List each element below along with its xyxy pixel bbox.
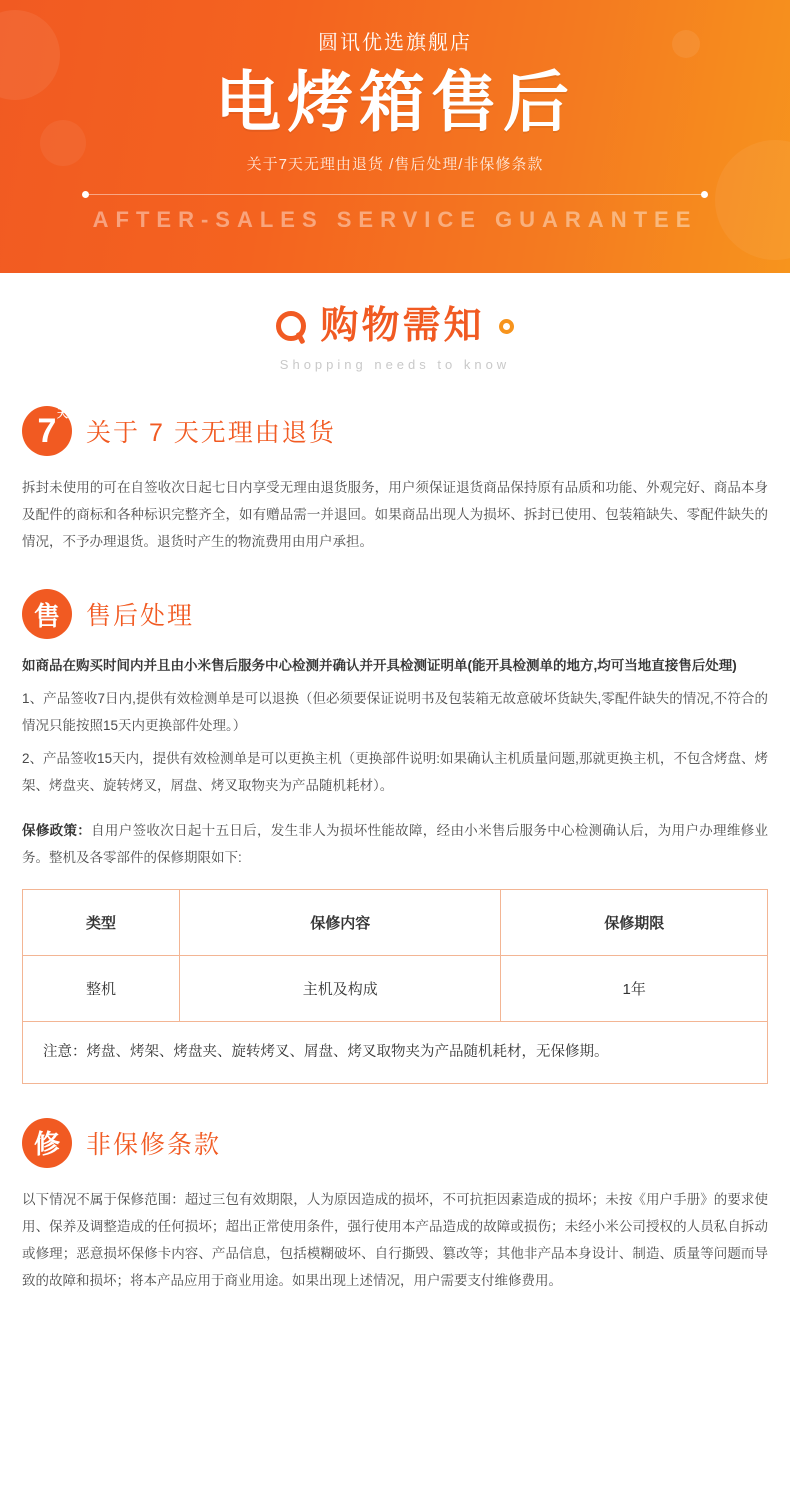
table-header-type: 类型 [23,890,180,956]
warranty-table [22,889,768,1022]
warranty-table-note: 注意：烤盘、烤架、烤盘夹、旋转烤叉、屑盘、烤叉取物夹为产品随机耗材，无保修期。 [22,1022,768,1084]
after-sales-line-3: 2、产品签收15天内，提供有效检测单是可以更换主机（更换部件说明:如果确认主机质量问题,那就更换主机，不包含烤盘、烤架、烤盘夹、旋转烤叉，屑盘、烤叉取物夹为产品随机耗材）。 [22,751,768,794]
table-cell-period: 1年 [501,956,768,1022]
circle-icon [499,319,514,334]
after-sales-line-1: 如商品在购买时间内并且由小米售后服务中心检测并确认并开具检测证明单(能开具检测单的地方,均可当地直接售后处理) [22,658,737,673]
shopping-needs-title-row [0,307,790,345]
warranty-table-head [23,890,768,956]
table-cell-content: 主机及构成 [180,956,501,1022]
table-header-row [23,890,768,956]
hero-banner [0,0,790,273]
table-header-period: 保修期限 [501,890,768,956]
section-title-seven-day-return: 关于 7 天无理由退货 [86,419,336,447]
table-cell-type: 整机 [23,956,180,1022]
shopping-needs-header [0,273,790,372]
shopping-needs-title: 购物需知 [320,305,485,347]
table-row [23,956,768,1022]
shopping-needs-english: Shopping needs to know [279,357,511,372]
page-title: 电烤箱售后 [215,65,575,139]
warranty-policy-paragraph [22,817,768,871]
section-title-non-warranty: 非保修条款 [86,1130,222,1159]
badge-after-sales: 售 [22,589,72,639]
shop-name: 圆讯优选旗舰店 [318,32,472,54]
section-body-non-warranty: 以下情况不属于保修范围：超过三包有效期限，人为原因造成的损坏，不可抗拒因素造成的损坏；未按《用户手册》的要求使用、保养及调整造成的任何损坏；超出正常使用条件，强行使用本产品造成的故障或损伤；未经小米公司授权的人员私自拆动或修理；恶意损坏保修卡内容、产品信息，包括模糊破坏、自行撕毁、篡改等；其他非产品本身设计、制造、质量等问题而导致的故障和损坏；将本产品应用于商业用途。如果出现上述情况，用户需要支付维修费用。 [22,1191,768,1288]
warranty-table-body [23,956,768,1022]
badge-non-warranty: 修 [22,1118,72,1168]
badge-number: 7 [37,411,57,450]
hero-english-title: AFTER-SALES SERVICE GUARANTEE [92,206,698,232]
section-head-non-warranty [22,1118,768,1168]
magnifier-icon [276,311,306,341]
section-title-after-sales: 售后处理 [86,602,195,630]
hero-divider [85,194,705,195]
badge-seven-day [22,406,72,456]
table-header-content: 保修内容 [180,890,501,956]
section-head-after-sales [22,589,768,639]
section-head-seven-day-return [22,406,768,456]
bottom-spacer [22,1294,768,1340]
hero-subtitle: 关于7天无理由退货 /售后处理/非保修条款 [246,155,544,173]
warranty-policy-label: 保修政策： [22,823,92,839]
warranty-policy-text: 自用户签收次日起十五日后，发生非人为损坏性能故障，经由小米售后服务中心检测确认后，为用户办理维修业务。整机及各零部件的保修期限如下: [22,823,769,866]
badge-superscript: 天 [57,408,68,420]
after-sales-line-2: 1、产品签收7日内,提供有效检测单是可以退换（但必须要保证说明书及包装箱无故意破坏货缺失,零配件缺失的情况,不符合的情况只能按照15天内更换部件处理。） [22,691,768,734]
content-body [0,406,790,1340]
section-body-seven-day-return: 拆封未使用的可在自签收次日起七日内享受无理由退货服务，用户须保证退货商品保持原有品质和功能、外观完好、商品本身及配件的商标和各种标识完整齐全，如有赠品需一并退回。如果商品出现人为损坏、拆封已使用、包装箱缺失、零配件缺失的情况，不予办理退货。退货时产生的物流费用由用户承担。 [22,480,768,549]
